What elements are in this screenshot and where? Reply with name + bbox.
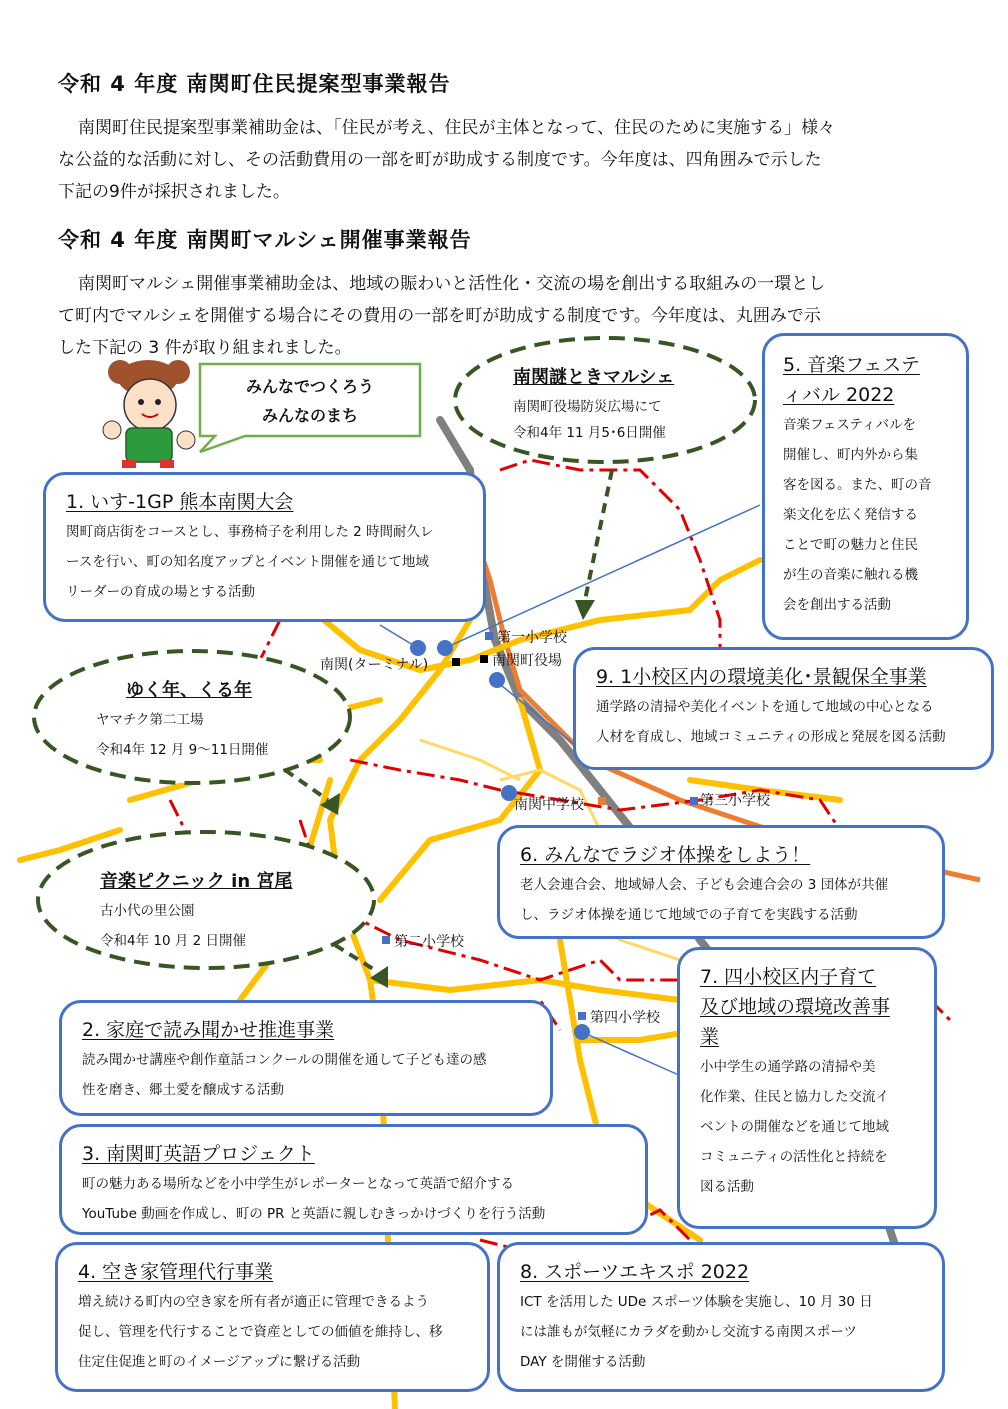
project-title: 6. みんなでラジオ体操をしよう！ (520, 844, 811, 866)
project-desc-line: 客を図る。また、町の音 (783, 477, 932, 493)
project-box-1 (43, 472, 486, 622)
label-terminal: 南関(ターミナル) (320, 657, 429, 673)
project-title: 4. 空き家管理代行事業 (78, 1261, 274, 1283)
project-desc-line: し、ラジオ体操を通じて地域での子育てを実践する活動 (520, 907, 858, 923)
project-desc-line: 開催し、町内外から集 (783, 447, 918, 463)
label-school4: 第四小学校 (590, 1010, 660, 1026)
section1-line: 南関町住民提案型事業補助金は、「住民が考え、住民が主体となって、住民のために実施する」様々 (78, 118, 836, 138)
project-desc-line: 化作業、住民と協力した交流イ (700, 1089, 889, 1105)
project-desc-line: 人材を育成し、地域コミュニティの形成と発展を図る活動 (596, 729, 946, 745)
label-school3: 第三小学校 (700, 793, 770, 809)
project-desc-line: 楽文化を広く発信する (783, 507, 918, 523)
project-box-9 (573, 647, 994, 770)
project-desc-line: 関町商店街をコースとし、事務椅子を利用した 2 時間耐久レ (66, 524, 434, 540)
label-school1: 第一小学校 (497, 630, 567, 646)
project-box-6 (497, 825, 945, 939)
project-desc-line: ースを行い、町の知名度アップとイベント開催を通じて地域 (66, 554, 429, 570)
project-desc-line: が生の音楽に触れる機 (783, 567, 918, 583)
project-desc-line: YouTube 動画を作成し、町の PR と英語に親しむきっかけづくりを行う活動 (82, 1206, 546, 1222)
project-title: 3. 南関町英語プロジェクト (82, 1143, 315, 1165)
project-desc-line: 促し、管理を代行することで資産としての価値を維持し、移 (78, 1324, 443, 1340)
project-desc-line: 音楽フェスティバルを (783, 417, 916, 433)
project-title: 8. スポーツエキスポ 2022 (520, 1261, 750, 1283)
label-townhall: 南関町役場 (492, 653, 562, 669)
marche-title: ゆく年、くる年 (126, 680, 252, 701)
project-title: 業 (700, 1026, 720, 1048)
marche-place: 南関町役場防災広場にて (513, 399, 662, 415)
project-box-3 (59, 1124, 648, 1235)
speech-line: みんなのまち (261, 406, 358, 425)
marche-date: 令和4年 10 月 2 日開催 (100, 933, 247, 949)
marche-1 (513, 364, 674, 444)
project-title: 1. いす-1GP 熊本南関大会 (66, 491, 294, 513)
mascot-illustration (103, 360, 195, 468)
project-desc-line: 老人会連合会、地域婦人会、子ども会連合会の 3 団体が共催 (520, 877, 889, 893)
project-desc-line: リーダーの育成の場とする活動 (66, 584, 255, 600)
section2-title: 令和 4 年度 南関町マルシェ開催事業報告 (58, 228, 472, 252)
marche-date: 令和4年 12 月 9～11日開催 (96, 742, 269, 758)
section2-line: て町内でマルシェを開催する場合にその費用の一部を町が助成する制度です。今年度は、丸囲みで示 (58, 306, 821, 326)
section2-line: した下記の 3 件が取り組まれました。 (58, 338, 352, 358)
middle-school-marker (598, 797, 606, 805)
project-title: 5. 音楽フェステ (783, 354, 920, 376)
project-desc-line: ベントの開催などを通じて地域 (700, 1119, 889, 1135)
project-title: 7. 四小校区内子育て (700, 966, 877, 988)
project-box-4 (55, 1242, 490, 1392)
project-desc-line: ICT を活用した UDe スポーツ体験を実施し、10 月 30 日 (520, 1294, 873, 1310)
project-desc-line: 小中学生の通学路の清掃や美 (700, 1059, 876, 1075)
section1-title: 令和 4 年度 南関町住民提案型事業報告 (58, 72, 451, 96)
project-box-2 (59, 1000, 553, 1116)
speech-text (200, 372, 420, 430)
project-desc-line: には誰もが気軽にカラダを動かし交流する南関スポーツ (520, 1324, 857, 1340)
project-desc-line: 増え続ける町内の空き家を所有者が適正に管理できるよう (78, 1294, 429, 1310)
section2-line: 南関町マルシェ開催事業補助金は、地域の賑わいと活性化・交流の場を創出する取組みの一環とし (78, 274, 826, 294)
label-school2: 第二小学校 (394, 934, 464, 950)
marche-place: ヤマチク第二工場 (96, 712, 204, 728)
section1-line: 下記の9件が採択されました。 (58, 182, 290, 202)
project-desc-line: 通学路の清掃や美化イベントを通して地域の中心となる (596, 699, 934, 715)
project-box-8 (497, 1242, 945, 1392)
marche-date: 令和4年 11 月5･6日開催 (513, 425, 666, 441)
label-middle-school: 南関中学校 (514, 797, 584, 813)
project-title: 2. 家庭で読み聞かせ推進事業 (82, 1019, 335, 1041)
project-desc-line: 図る活動 (700, 1179, 754, 1195)
project-desc-line: ことで町の魅力と住民 (783, 537, 918, 553)
project-desc-line: DAY を開催する活動 (520, 1354, 646, 1370)
marche-title: 南関謎ときマルシェ (513, 367, 675, 388)
project-box-7 (677, 947, 937, 1229)
project-title: ィバル 2022 (783, 384, 895, 406)
project-desc-line: 町の魅力ある場所などを小中学生がレポーターとなって英語で紹介する (82, 1176, 514, 1192)
project-desc-line: 会を創出する活動 (783, 597, 891, 613)
marche-3 (100, 868, 292, 956)
project-title: 及び地域の環境改善事 (700, 996, 891, 1018)
project-title: 9. 1小校区内の環境美化･景観保全事業 (596, 666, 927, 688)
marche-title: 音楽ピクニック in 宮尾 (100, 871, 293, 892)
speech-line: みんなでつくろう (245, 377, 374, 396)
project-desc-line: 読み聞かせ講座や創作童話コンクールの開催を通して子ども達の感 (82, 1052, 487, 1068)
project-desc-line: コミュニティの活性化と持続を (700, 1149, 888, 1165)
project-desc-line: 住定住促進と町のイメージアップに繋げる活動 (78, 1354, 361, 1370)
section1-line: な公益的な活動に対し、その活動費用の一部を町が助成する制度です。今年度は、四角囲みで示した (58, 150, 822, 170)
marche-2 (96, 677, 268, 765)
project-desc-line: 性を磨き、郷土愛を醸成する活動 (82, 1082, 284, 1098)
marche-place: 古小代の里公園 (100, 903, 195, 919)
project-box-5 (762, 333, 969, 640)
